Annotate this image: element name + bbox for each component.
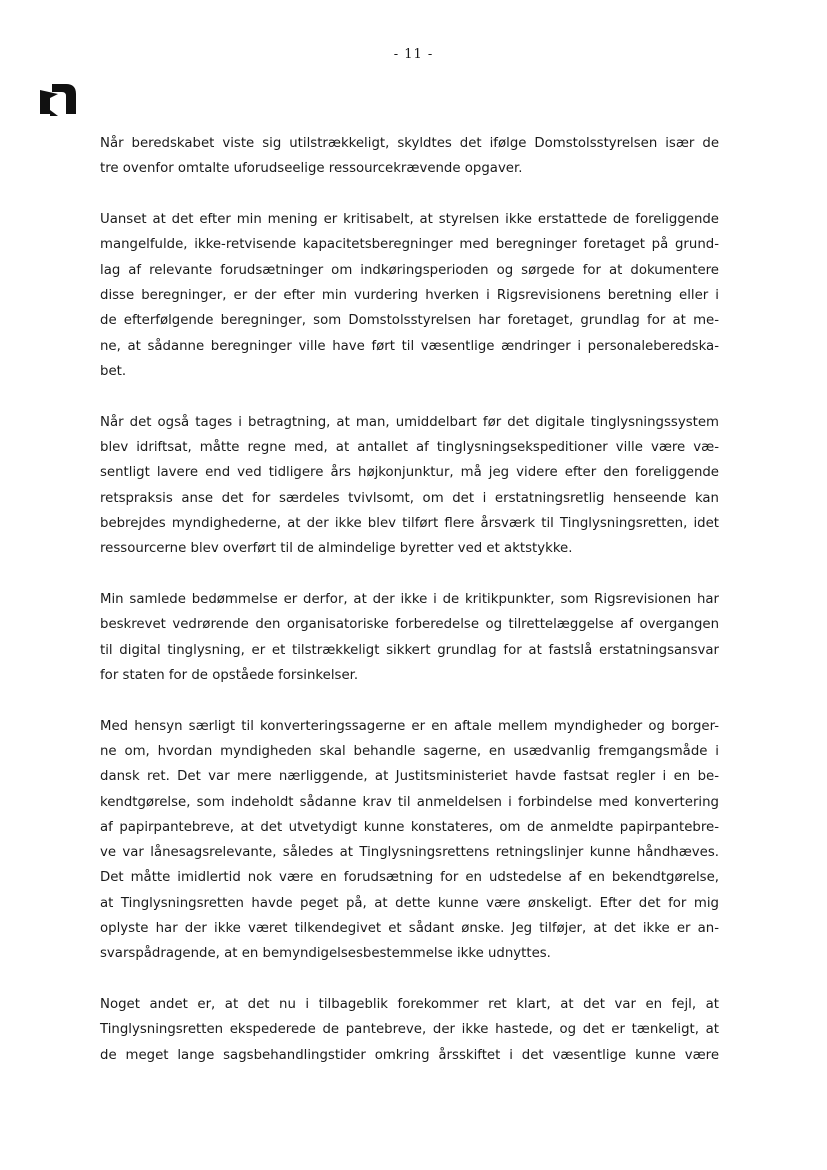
text-line: ne, at sådanne beregninger ville have ført til væsentlige ændringer i personaleberedska- [100, 338, 719, 354]
body-paragraph [100, 131, 719, 182]
text-line: ne om, hvordan myndigheden skal behandle sagerne, en usædvanlig fremgangsmåde i [100, 743, 719, 759]
text-line: bet. [100, 363, 127, 379]
text-line: af papirpantebreve, at det utvetydigt kunne konstateres, om de anmeldte papirpantebre- [100, 819, 719, 835]
page-number: - 11 - [393, 47, 434, 62]
text-line: beskrevet vedrørende den organisatoriske forberedelse og tilrettelæggelse af overgangen [100, 617, 719, 633]
institution-logo-icon [36, 80, 78, 118]
text-line: til digital tinglysning, er et tilstrækkeligt sikkert grundlag for at fastslå erstatningsansvar [100, 642, 719, 658]
text-line: Når beredskabet viste sig utilstrækkeligt, skyldtes det ifølge Domstolsstyrelsen især de [100, 136, 719, 151]
text-line: Noget andet er, at det nu i tilbageblik forekommer ret klart, at det var en fejl, at [100, 997, 719, 1013]
text-line: svarspådragende, at en bemyndigelsesbestemmelse ikke udnyttes. [100, 946, 551, 962]
text-line: for staten for de opståede forsinkelser. [100, 667, 359, 683]
text-line: mangelfulde, ikke-retvisende kapacitetsberegninger med beregninger foretaget på grund- [100, 237, 719, 253]
text-line: oplyste har der ikke været tilkendegivet et sådant ønske. Jeg tilføjer, at det ikke er an- [100, 921, 719, 937]
text-line: disse beregninger, er der efter min vurdering hverken i Rigsrevisionens beretning eller i [100, 287, 719, 303]
text-line: bebrejdes myndighederne, at der ikke blev tilført flere årsværk til Tinglysningsretten, idet [100, 515, 719, 531]
text-line: Når det også tages i betragtning, at man, umiddelbart før det digitale tinglysningssystem [100, 414, 719, 430]
text-line: blev idriftsat, måtte regne med, at antallet af tinglysningsekspeditioner ville være væ- [100, 439, 719, 455]
text-line: ressourcerne blev overført til de almindelige byretter ved et aktstykke. [100, 541, 573, 557]
body-paragraph [100, 587, 719, 688]
text-line: Min samlede bedømmelse er derfor, at der ikke i de kritikpunkter, som Rigsrevisionen har [100, 591, 719, 607]
body-paragraph [100, 714, 719, 967]
text-line: de efterfølgende beregninger, som Domstolsstyrelsen har foretaget, grundlag for at me- [100, 313, 719, 329]
body-paragraph [100, 207, 719, 384]
body-paragraph [100, 410, 719, 562]
text-line: Uanset at det efter min mening er kritisabelt, at styrelsen ikke erstattede de foreliggende [100, 212, 719, 228]
body-paragraph [100, 992, 719, 1068]
text-line: tre ovenfor omtalte uforudseelige ressourcekrævende opgaver. [100, 161, 523, 177]
document-body [100, 131, 719, 1094]
text-line: at Tinglysningsretten havde peget på, at dette kunne være ønskeligt. Efter det for mig [100, 895, 719, 911]
text-line: dansk ret. Det var mere nærliggende, at Justitsministeriet havde fastsat regler i en be- [100, 769, 719, 785]
text-line: lag af relevante forudsætninger om indkøringsperioden og sørgede for at dokumentere [100, 262, 719, 278]
text-line: ve var lånesagsrelevante, således at Tinglysningsrettens retningslinjer kunne håndhæves. [100, 845, 719, 861]
text-line: sentligt lavere end ved tidligere års højkonjunktur, må jeg videre efter den foreliggende [100, 465, 719, 481]
text-line: Det måtte imidlertid nok være en forudsætning for en udstedelse af en bekendtgørelse, [100, 870, 719, 886]
text-line: retspraksis anse det for særdeles tvivlsomt, om det i erstatningsretlig henseende kan [100, 490, 719, 506]
text-line: kendtgørelse, som indeholdt sådanne krav til anmeldelsen i forbindelse med konvertering [100, 794, 719, 810]
text-line: Med hensyn særligt til konverteringssagerne er en aftale mellem myndigheder og borger- [100, 718, 719, 734]
text-line: Tinglysningsretten ekspederede de pantebreve, der ikke hastede, og det er tænkeligt, at [100, 1022, 719, 1038]
text-line: de meget lange sagsbehandlingstider omkring årsskiftet i det væsentlige kunne være [100, 1047, 719, 1063]
